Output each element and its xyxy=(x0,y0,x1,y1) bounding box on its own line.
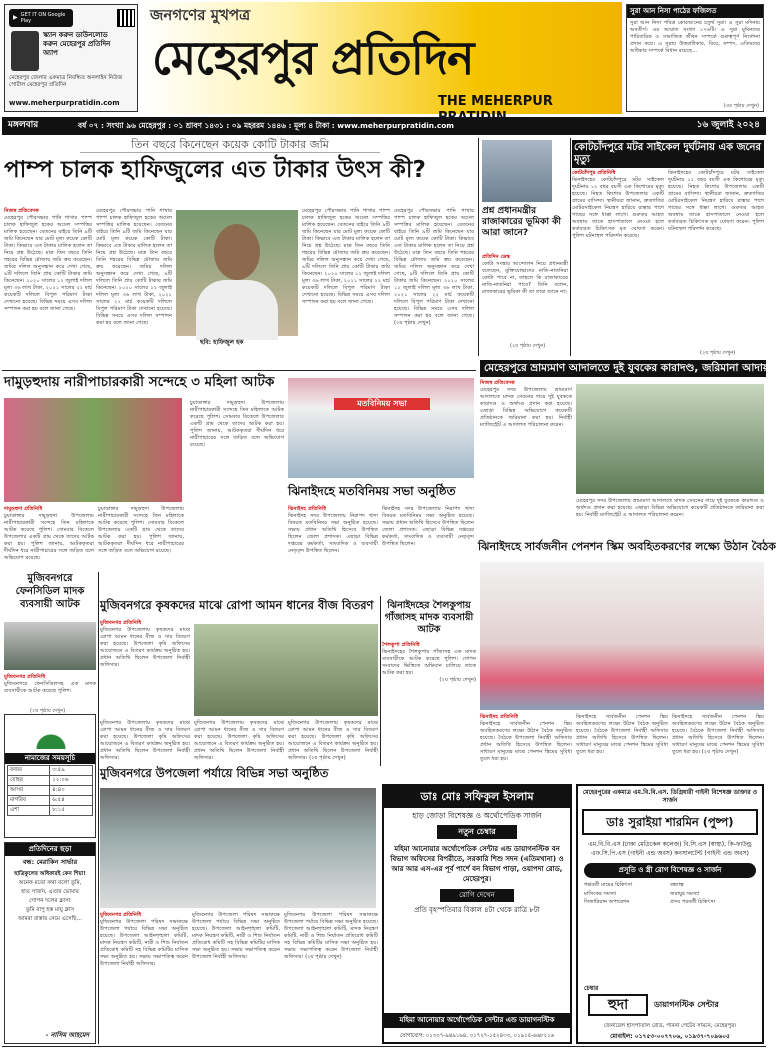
side-more[interactable]: (এর পৃষ্ঠায় দেখুন) xyxy=(723,102,759,109)
ad2-doctor: ডাঃ সুরাইয়া শারমিন (পুষ্প) xyxy=(582,809,758,835)
ad2-degrees: এম.বি.বি.এস (ঢাকা মেডিকেল কলেজ) বি.সি.এস (স্বাস্থ্য), কি-ফাউন্ড্র এফ.সি.পি.এস (গাইনী এন্ড অবস) কনসালটেন্ট (গাইনী এন্ড অবস) xyxy=(588,841,752,858)
ropa-body-col1: মুজিবনগর প্রতিনিধি মুজিবনগর উপজেলায় কৃষকদের মাঝে রোপা আমন ধানের বীজ ও সার বিতরণ করা হয়েছে। উপজেলা কৃষি অফিসের আয়োজনে এ বিতরণ কার্যক্রম অনুষ্ঠিত হয়। প্রধান অতিথি ছিলেন উপজেলা নির্বাহী অফিসার। xyxy=(100,620,190,668)
ad2-center: ডায়াগনস্টিক সেন্টার xyxy=(654,1000,719,1009)
issue-date: ১৬ জুলাই ২০২৪ xyxy=(696,120,760,131)
divider xyxy=(570,138,571,356)
phone-mockup xyxy=(11,31,39,71)
motto: জনগণের মুখপত্র xyxy=(150,6,251,24)
matbinimoy-photo xyxy=(288,378,474,478)
ad1-center: মহিমা আনোয়ার অর্থোপেডিক সেন্টার এন্ড ডায়াগনস্টিক xyxy=(384,1013,570,1028)
fenci-body: মুজিবনগর প্রতিনিধি মুজিবনগরে ফেনসিডিলসহ এক মাদক ব্যবসায়ীকে আটক করেছে পুলিশ। xyxy=(4,674,96,694)
matbinimoy-body-col1: ঝিনাইদহ প্রতিনিধি ঝিনাইদহ সদর উপজেলায় নিরাপদ খাদ্য বিষয়ক মতবিনিময় সভা অনুষ্ঠিত হয়েছে। সভায় প্রধান অতিথি হিসেবে উপস্থিত ছিলেন জেলা প্রশাসক। এছাড়া বিভিন্ন দপ্তরের কর্মকর্তা, সাংবাদিক ও ব্যবসায়ী নেতৃবৃন্দ উপস্থিত ছিলেন। xyxy=(288,506,378,554)
ad2-chamber-label: চেম্বার xyxy=(584,984,599,992)
namaz-row: যোহর ১২:০৬ xyxy=(8,776,93,786)
lead-body-col1: নিজস্ব প্রতিবেদক মেহেরপুর পৌরসভার পানি শাখার পাম্প চালক হাফিজুল হকের অঢেল সম্পত্তির মালিক হয়েছেন। বেতনের বাইরে তিনি ৯টি জমি কিনেছেন যার মোট মূল্য কয়েক কোটি টাকা। কিভাবে এত টাকার মালিক হলেন তা নিয়ে প্রশ্ন উঠেছে। মাত্র তিন বছরে তিনি শহরের বিভিন্ন মৌজায় জমি ক্রয় করেছেন। জমির দলিল অনুসন্ধান করে দেখা গেছে, ৯টি দলিলে তিনি প্রায় কোটি টাকার জমি কিনেছেন। ২০২০ সালের ১২ জুলাই দলিল মূল্য ৩৬ লাখ টাকা, ২০২১ সালের ২২ মার্চ কয়েকটি দলিলে বিপুল পরিমাণ টাকা দেখানো হয়েছে। বিভিন্ন সময়ে এসব দলিল সম্পাদন করা হয় বলে জানা গেছে। xyxy=(4,208,92,312)
upazila-body-col1: মুজিবনগর প্রতিনিধি মুজিবনগর উপজেলা পরিষদ সভাকক্ষে উপজেলা পর্যায়ে বিভিন্ন সভা অনুষ্ঠিত হয়েছে। উপজেলা আইনশৃঙ্খলা কমিটি, মাদক নিয়ন্ত্রণ কমিটি, নারী ও শিশু নির্যাতন প্রতিরোধ কমিটি সহ বিভিন্ন কমিটির মাসিক সভা অনুষ্ঠিত হয়। সভায় সভাপতিত্ব করেন উপজেলা নির্বাহী অফিসার। xyxy=(100,912,188,967)
upazila-body-col2: মুজিবনগর উপজেলা পরিষদ সভাকক্ষে উপজেলা পর্যায়ে বিভিন্ন সভা অনুষ্ঠিত হয়েছে। উপজেলা আইনশৃঙ্খলা কমিটি, মাদক নিয়ন্ত্রণ কমিটি, নারী ও শিশু নির্যাতন প্রতিরোধ কমিটি সহ বিভিন্ন কমিটির মাসিক সভা অনুষ্ঠিত হয়। সভায় সভাপতিত্ব করেন উপজেলা নির্বাহী অফিসার। xyxy=(192,912,280,960)
court-body-bottom: মেহেরপুর সদর উপজেলায় ভ্রাম্যমাণ আদালতে মাদক সেবনের দায়ে দুই যুবককে কারাদণ্ড ও অর্থদণ্ড প্রদান করা হয়েছে। এছাড়া বিভিন্ন অভিযোগে কয়েকটি প্রতিষ্ঠানকে জরিমানা করা হয়। নির্বাহী ম্যাজিস্ট্রেট এ আদালত পরিচালনা করেন। xyxy=(576,498,764,518)
pension-body-col3: ঝিনাইদহে সার্বজনীন পেনশন স্কিম অবহিতকরণের লক্ষ্যে উঠান বৈঠক অনুষ্ঠিত হয়েছে। বৈঠকে উপজেলা নির্বাহী অফিসার প্রধান অতিথি হিসেবে উপস্থিত ছিলেন। সাধারণ মানুষের মাঝে পেনশন স্কিমের সুবিধা তুলে ধরা হয়। (২য় পৃষ্ঠায় দেখুন) xyxy=(672,714,764,755)
pension-body-col2: ঝিনাইদহে সার্বজনীন পেনশন স্কিম অবহিতকরণের লক্ষ্যে উঠান বৈঠক অনুষ্ঠিত হয়েছে। বৈঠকে উপজেলা নির্বাহী অফিসার প্রধান অতিথি হিসেবে উপস্থিত ছিলেন। সাধারণ মানুষের মাঝে পেনশন স্কিমের সুবিধা তুলে ধরা হয়। xyxy=(576,714,668,755)
dateline-bar xyxy=(2,117,766,135)
person-head xyxy=(214,224,260,280)
play-icon: ▶ xyxy=(13,14,18,22)
divider xyxy=(2,1046,766,1047)
ad2-ribbon: প্রসূতি ও স্ত্রী রোগ বিশেষজ্ঞ ও সার্জন xyxy=(584,863,756,878)
namaz-row: ফজর ৩:৫৯ xyxy=(8,766,93,776)
lead-photo xyxy=(176,210,298,336)
pm-body: প্রতিদিন ডেস্ক কোটা সংস্কার আন্দোলন নিয়ে প্রধানমন্ত্রী বলেছেন, মুক্তিযোদ্ধাদের নাতি-নাতনিরা কোটা পাবে না, তাহলে কি রাজাকারের নাতি-নাতনিরা পাবে? তিনি বলেন, রাজাকারের ভূমিকা কী তা তারা জানে না। xyxy=(482,254,568,295)
masthead-english: THE MEHERPUR xyxy=(438,94,553,109)
ad1-doctor: ডাঃ মোঃ সফিকুল ইসলাম xyxy=(384,786,570,808)
issue-info: বর্ষ ০৭ : সংখ্যা ৯৬ মেহেরপুর : ০১ শ্রাবণ ১৪৩১ : ০৯ মহররম ১৪৪৬ : মূল্য ৪ টাকা : www.meherpurpratidin.com xyxy=(78,121,454,131)
damur-photo xyxy=(4,398,182,502)
pension-photo xyxy=(480,562,764,710)
fenci-title: মুজিবনগরে ফেনসিডিল মাদক ব্যবসায়ী আটক xyxy=(15,573,85,610)
ad1-phone: যোগাযোগ: ০১৩০৭-৯৪৯১৬৪, ০১৭২৭-১৫২৪৩৩, ০১৯১৫-৬৬৮২১৬ xyxy=(399,1033,555,1040)
lead-body-col4: মেহেরপুর পৌরসভার পানি শাখার পাম্প চালক হাফিজুল হকের অঢেল সম্পত্তির মালিক হয়েছেন। বেতনের বাইরে তিনি ৯টি জমি কিনেছেন যার মোট মূল্য কয়েক কোটি টাকা। কিভাবে এত টাকার মালিক হলেন তা নিয়ে প্রশ্ন উঠেছে। মাত্র তিন বছরে তিনি শহরের বিভিন্ন মৌজায় জমি ক্রয় করেছেন। জমির দলিল অনুসন্ধান করে দেখা গেছে, ৯টি দলিলে তিনি প্রায় কোটি টাকার জমি কিনেছেন। ২০২০ সালের ১২ জুলাই দলিল মূল্য ৩৬ লাখ টাকা, ২০২১ সালের ২২ মার্চ কয়েকটি দলিলে বিপুল পরিমাণ টাকা দেখানো হয়েছে। বিভিন্ন সময়ে এসব দলিল সম্পাদন করা হয় বলে জানা গেছে। (২য় পৃষ্ঠায় দেখুন) xyxy=(394,208,474,326)
damur-body-col2: চুয়াডাঙ্গার দামুড়হুদা উপজেলায় নারীপাচারকারী সন্দেহে তিন মহিলাকে আটক করেছে পুলিশ। সোমবার বিকেলে উপজেলার একটি গ্রাম থেকে তাদের আটক করা হয়। পুলিশ জানায়, আটককৃতরা দীর্ঘদিন ধরে নারীপাচারের সঙ্গে জড়িত বলে অভিযোগ রয়েছে। xyxy=(98,506,184,554)
upazila-body-col3: মুজিবনগর উপজেলা পরিষদ সভাকক্ষে উপজেলা পর্যায়ে বিভিন্ন সভা অনুষ্ঠিত হয়েছে। উপজেলা আইনশৃঙ্খলা কমিটি, মাদক নিয়ন্ত্রণ কমিটি, নারী ও শিশু নির্যাতন প্রতিরোধ কমিটি সহ বিভিন্ন কমিটির মাসিক সভা অনুষ্ঠিত হয়। সভায় সভাপতিত্ব করেন উপজেলা নির্বাহী অফিসার। (২য় পৃষ্ঠায় দেখুন) xyxy=(284,912,378,960)
lead-kicker: তিন বছরে কিনেছেন কয়েক কোটি টাকার জমি xyxy=(80,138,380,153)
ad1-address: মহিমা আনোয়ার অর্থোপেডিক সেন্টার এন্ড ডায়াগনস্টিক বন বিভাগ অফিসের বিপরীতে, সরকারি শিশু সদন (এতিমখানা) ও আর আর এস-এর পূর্ব পার্শে বন বিভাগ পাড়া, ওয়াপদা রোড, মেহেরপুর। xyxy=(390,845,564,884)
divider xyxy=(380,596,381,766)
kotchandpur-body-col2: ঝিনাইদহের কোটচাঁদপুরে মটর সাইকেল দুর্ঘটনায় ১২ বছর বয়সী এক কিশোরের মৃত্যু হয়েছে। নিহত কিশোর উপজেলার একটি গ্রামের বাসিন্দা। স্থানীয়রা জানান, দ্রুতগতির মোটরসাইকেল নিয়ন্ত্রণ হারিয়ে রাস্তার পাশে গাছের সঙ্গে ধাক্কা লাগে। গুরুতর আহত অবস্থায় তাকে হাসপাতালে নেওয়া হলে কর্তব্যরত চিকিৎসক মৃত ঘোষণা করেন। পুলিশ ঘটনাস্থল পরিদর্শন করেছে। xyxy=(668,170,764,232)
lead-caption: ছবি: হাফিজুল হক xyxy=(200,339,244,346)
kotchandpur-title: কোটচাঁদপুরে মটর সাইকেল দুর্ঘটনায় এক জনের মৃত্যু xyxy=(572,140,764,168)
namaz-row: আসর ৪:৪০ xyxy=(8,786,93,796)
ropa-photo xyxy=(194,624,378,716)
ad2-top: মেহেরপুরের একমাত্র এম.বি.বি.এস. ডিগ্রিধারী গাইনী বিশেষজ্ঞ ডাক্তার ও সার্জন xyxy=(582,789,758,804)
kotchandpur-body-col1: কোটচাঁদপুর প্রতিনিধি ঝিনাইদহের কোটচাঁদপুরে মটর সাইকেল দুর্ঘটনায় ১২ বছর বয়সী এক কিশোরের মৃত্যু হয়েছে। নিহত কিশোর উপজেলার একটি গ্রামের বাসিন্দা। স্থানীয়রা জানান, দ্রুতগতির মোটরসাইকেল নিয়ন্ত্রণ হারিয়ে রাস্তার পাশে গাছের সঙ্গে ধাক্কা লাগে। গুরুতর আহত অবস্থায় তাকে হাসপাতালে নেওয়া হলে কর্তব্যরত চিকিৎসক মৃত ঘোষণা করেন। পুলিশ ঘটনাস্থল পরিদর্শন করেছে। xyxy=(572,170,664,239)
namaz-row: মাগরিব ৬:৫৪ xyxy=(8,796,93,806)
side-box xyxy=(626,4,764,112)
ropa-title: মুজিবনগরে কৃষকদের মাঝে রোপা আমন ধানের বীজ বিতরণ xyxy=(100,598,374,612)
fenci-more[interactable]: (২য় পৃষ্ঠায় দেখুন) xyxy=(30,708,66,714)
upazila-title: মুজিবনগরে উপজেলা পর্যায়ে বিভিন্ন সভা অনুষ্ঠিত xyxy=(100,766,329,780)
ad1-label: নতুন চেম্বার xyxy=(437,825,517,839)
masthead xyxy=(142,2,622,114)
ad2-items: গর্ভবতী মায়ের চিকিৎসা বন্ধ্যাত্ব মাসিকের সমস্যা জরায়ুর সমস্যা সিজারিয়ান অপারেশন প্রসব পরবর্তী চিকিৎসা xyxy=(584,882,716,906)
qr-code-icon xyxy=(117,9,135,27)
divider xyxy=(98,572,99,1044)
namaz-table xyxy=(7,765,93,816)
app-promo xyxy=(4,4,138,112)
damur-body-col1: দামুড়হুদা প্রতিনিধি চুয়াডাঙ্গার দামুড়হুদা উপজেলায় নারীপাচারকারী সন্দেহে তিন মহিলাকে আটক করেছে পুলিশ। সোমবার বিকেলে উপজেলার একটি গ্রাম থেকে তাদের আটক করা হয়। পুলিশ জানায়, আটককৃতরা দীর্ঘদিন ধরে নারীপাচারের সঙ্গে জড়িত বলে অভিযোগ রয়েছে। xyxy=(4,506,94,561)
pm-more[interactable]: (২য় পৃষ্ঠায় দেখুন) xyxy=(510,343,546,349)
website-link[interactable]: www.meherpurpratidin.com xyxy=(9,99,120,107)
namaz-row: এশা ৮:১৫ xyxy=(8,806,93,816)
matbinimoy-body-col2: ঝিনাইদহ সদর উপজেলায় নিরাপদ খাদ্য বিষয়ক মতবিনিময় সভা অনুষ্ঠিত হয়েছে। সভায় প্রধান অতিথি হিসেবে উপস্থিত ছিলেন জেলা প্রশাসক। এছাড়া বিভিন্ন দপ্তরের কর্মকর্তা, সাংবাদিক ও ব্যবসায়ী নেতৃবৃন্দ উপস্থিত ছিলেন। xyxy=(382,506,474,547)
lead-byline: নিজস্ব প্রতিবেদক xyxy=(4,208,39,214)
matbinimoy-banner: মতবিনিময় সভা xyxy=(334,398,430,410)
namaz-box xyxy=(4,714,96,838)
ad-orthopedic xyxy=(382,784,572,1044)
person-body xyxy=(196,280,278,340)
pm-title: প্রশ্ন প্রধানমন্ত্রীর রাজাকারের ভূমিকা কী আরা জানে? xyxy=(482,206,561,238)
ad1-time-label: রোগি দেখেন xyxy=(440,889,514,902)
side-text: সুরা আন নিসা পবিত্র কোরআনের চতুর্থ সুরা। এ সুরা মদিনায় অবতীর্ণ। এর আয়াত সংখ্যা ১৭৬টি। এ সুরা মুমিনদের পারিবারিক ও সামাজিক জীবন সম্পর্কে গুরুত্বপূর্ণ নির্দেশনা প্রদান করে। এ সুরায় উত্তরাধিকার, বিয়ে, সম্পদ, এতিমদের অধিকার সম্পর্কে বিধান রয়েছে... xyxy=(630,19,760,54)
side-title: সুরা আন নিসা পাঠের ফজিলত xyxy=(627,5,763,18)
lead-body-col3: মেহেরপুর পৌরসভার পানি শাখার পাম্প চালক হাফিজুল হকের অঢেল সম্পত্তির মালিক হয়েছেন। বেতনের বাইরে তিনি ৯টি জমি কিনেছেন যার মোট মূল্য কয়েক কোটি টাকা। কিভাবে এত টাকার মালিক হলেন তা নিয়ে প্রশ্ন উঠেছে। মাত্র তিন বছরে তিনি শহরের বিভিন্ন মৌজায় জমি ক্রয় করেছেন। জমির দলিল অনুসন্ধান করে দেখা গেছে, ৯টি দলিলে তিনি প্রায় কোটি টাকার জমি কিনেছেন। ২০২০ সালের ১২ জুলাই দলিল মূল্য ৩৬ লাখ টাকা, ২০২১ সালের ২২ মার্চ কয়েকটি দলিলে বিপুল পরিমাণ টাকা দেখানো হয়েছে। বিভিন্ন সময়ে এসব দলিল সম্পাদন করা হয় বলে জানা গেছে। xyxy=(302,208,390,305)
chora-title: প্রতিদিনের ছড়া xyxy=(5,843,95,856)
damur-body-col3: চুয়াডাঙ্গার দামুড়হুদা উপজেলায় নারীপাচারকারী সন্দেহে তিন মহিলাকে আটক করেছে পুলিশ। সোমবার বিকেলে উপজেলার একটি গ্রাম থেকে তাদের আটক করা হয়। পুলিশ জানায়, আটককৃতরা দীর্ঘদিন ধরে নারীপাচারের সঙ্গে জড়িত বলে অভিযোগ রয়েছে। xyxy=(190,400,284,448)
ad-gynecology xyxy=(576,784,764,1044)
poem-author: - নাসিম আহমেদ xyxy=(45,1030,89,1039)
ad2-logo: হুদা xyxy=(588,994,648,1016)
poem-title: বন্ধ: মেরাকিন সার্ভার xyxy=(22,857,78,866)
ad1-time: প্রতি বৃহস্পতিবার বিকাল ৪টা থেকে রাত্রি ৮টা xyxy=(414,905,540,914)
ad2-address: জেনারেল হাসপাতাল রোড, পাবনা গেটের সামনে, মেহেরপুর। xyxy=(603,1023,737,1030)
pension-body-col1: ঝিনাইদহ প্রতিনিধি ঝিনাইদহে সার্বজনীন পেনশন স্কিম অবহিতকরণের লক্ষ্যে উঠান বৈঠক অনুষ্ঠিত হয়েছে। বৈঠকে উপজেলা নির্বাহী অফিসার প্রধান অতিথি হিসেবে উপস্থিত ছিলেন। সাধারণ মানুষের মাঝে পেনশন স্কিমের সুবিধা তুলে ধরা হয়। xyxy=(480,714,572,762)
damur-title: দামুড়হুদায় নারীপাচারকারী সন্দেহে ৩ মহিলা আটক xyxy=(4,374,275,390)
lead-headline: পাম্প চালক হাফিজুলের এত টাকার উৎস কী? xyxy=(4,157,426,183)
namaz-title: নামাজের সময়সূচি xyxy=(5,753,95,764)
court-photo xyxy=(576,384,764,494)
google-play-badge[interactable]: ▶ GET IT ON Google Play xyxy=(9,9,73,27)
fenci-photo xyxy=(4,622,96,670)
divider xyxy=(2,370,476,371)
mosque-icon xyxy=(21,719,81,749)
left-tagline: মেহেরপুর জেলার একমাত্র নিবন্ধিত অনলাইন নিউজ পোর্টাল মেহেরপুর প্রতিদিন xyxy=(9,75,123,88)
ad2-phone: মোবাইল: ০১৭৫৩-০০৭৭০৬, ০১৯৩৭-৭০৯৬০৫ xyxy=(610,1032,730,1040)
ganja-title: ঝিনাইদহের শৈলকুপায় গাঁজাসহ মাদক ব্যবসায়ী আটক xyxy=(384,600,474,635)
poem-lines: ছাত্রিকুলের অধিকারই কেন শিয়া! অনেক মতো কথা বলো তুমি, হাত সার্জন, এতার ভোমার গোপন দলের ক্লাস! তুমি বাপু হস্ত মায়ু ক্লাস আমরা রাস্তায় নেমে এসেছি... xyxy=(14,870,86,922)
divider xyxy=(478,138,479,356)
lead-body-col2: মেহেরপুর পৌরসভার পানি শাখার পাম্প চালক হাফিজুল হকের অঢেল সম্পত্তির মালিক হয়েছেন। বেতনের বাইরে তিনি ৯টি জমি কিনেছেন যার মোট মূল্য কয়েক কোটি টাকা। কিভাবে এত টাকার মালিক হলেন তা নিয়ে প্রশ্ন উঠেছে। মাত্র তিন বছরে তিনি শহরের বিভিন্ন মৌজায় জমি ক্রয় করেছেন। জমির দলিল অনুসন্ধান করে দেখা গেছে, ৯টি দলিলে তিনি প্রায় কোটি টাকার জমি কিনেছেন। ২০২০ সালের ১২ জুলাই দলিল মূল্য ৩৬ লাখ টাকা, ২০২১ সালের ২২ মার্চ কয়েকটি দলিলে বিপুল পরিমাণ টাকা দেখানো হয়েছে। বিভিন্ন সময়ে এসব দলিল সম্পাদন করা হয় বলে জানা গেছে। xyxy=(96,208,172,326)
upazila-photo xyxy=(100,788,376,908)
matbinimoy-title: ঝিনাইদহে মতবিনিময় সভা অনুষ্ঠিত xyxy=(288,484,456,498)
masthead-title: মেহেরপুর প্রতিদিন xyxy=(152,31,474,85)
pension-title: ঝিনাইদহে সার্বজনীন পেনশন স্কিম অবহিতকরণের লক্ষ্যে উঠান বৈঠক xyxy=(478,540,776,553)
ganja-body: শৈলকুপা প্রতিনিধি ঝিনাইদহের শৈলকুপায় গাঁজাসহ এক মাদক ব্যবসায়ীকে আটক করেছে পুলিশ। গোপন সংবাদের ভিত্তিতে অভিযান চালিয়ে তাকে আটক করা হয়। (২য় পৃষ্ঠায় দেখুন) xyxy=(382,642,476,683)
pm-photo xyxy=(482,140,552,202)
app-download-text: স্ক্যান করুন ডাউনলোড করুন মেহেরপুর প্রতিদিন অ্যাপ xyxy=(43,31,111,57)
ad1-spec: হাড় জোড়া বিশেষজ্ঞ ও অর্থোপেডিক সার্জন xyxy=(412,810,542,820)
weekday: মঙ্গলবার xyxy=(8,120,39,131)
court-title: মেহেরপুরে ভ্রাম্যমাণ আদালতে দুই যুবকের কারাদণ্ড, জরিমানা আদায় xyxy=(480,360,766,377)
ropa-body-col4: মুজিবনগর উপজেলায় কৃষকদের মাঝে রোপা আমন ধানের বীজ ও সার বিতরণ করা হয়েছে। উপজেলা কৃষি অফিসের আয়োজনে এ বিতরণ কার্যক্রম অনুষ্ঠিত হয়। প্রধান অতিথি ছিলেন উপজেলা নির্বাহী অফিসার। (২য় পৃষ্ঠায় দেখুন) xyxy=(288,720,378,761)
ropa-body-col2: মুজিবনগর উপজেলায় কৃষকদের মাঝে রোপা আমন ধানের বীজ ও সার বিতরণ করা হয়েছে। উপজেলা কৃষি অফিসের আয়োজনে এ বিতরণ কার্যক্রম অনুষ্ঠিত হয়। প্রধান অতিথি ছিলেন উপজেলা নির্বাহী অফিসার। xyxy=(100,720,190,761)
court-body: নিজস্ব প্রতিবেদক মেহেরপুর সদর উপজেলায় ভ্রাম্যমাণ আদালতে মাদক সেবনের দায়ে দুই যুবককে কারাদণ্ড ও অর্থদণ্ড প্রদান করা হয়েছে। এছাড়া বিভিন্ন অভিযোগে কয়েকটি প্রতিষ্ঠানকে জরিমানা করা হয়। নির্বাহী ম্যাজিস্ট্রেট এ আদালত পরিচালনা করেন। xyxy=(480,380,572,428)
chora-box xyxy=(4,842,96,1044)
kotchandpur-more[interactable]: (২য় পৃষ্ঠায় দেখুন) xyxy=(700,350,736,356)
ropa-body-col3: মুজিবনগর উপজেলায় কৃষকদের মাঝে রোপা আমন ধানের বীজ ও সার বিতরণ করা হয়েছে। উপজেলা কৃষি অফিসের আয়োজনে এ বিতরণ কার্যক্রম অনুষ্ঠিত হয়। প্রধান অতিথি ছিলেন উপজেলা নির্বাহী অফিসার। xyxy=(194,720,284,761)
